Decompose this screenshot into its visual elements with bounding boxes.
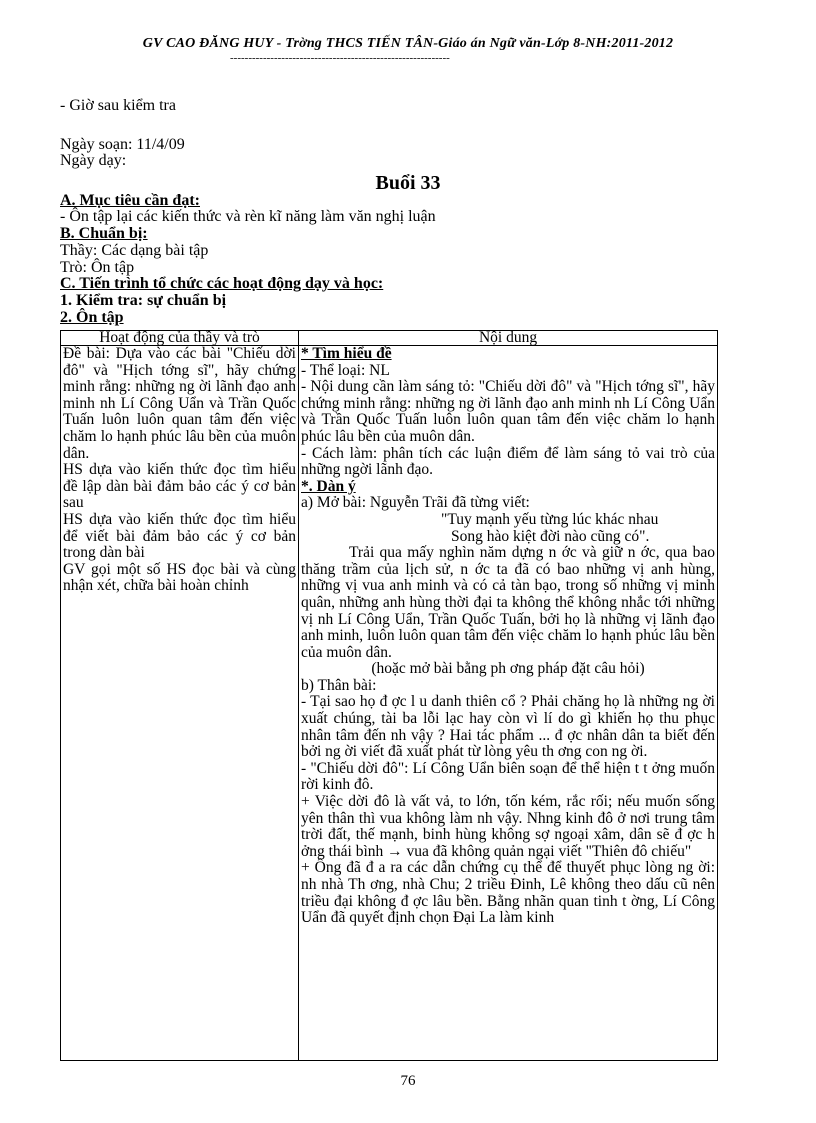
section-b-teacher: Thầy: Các dạng bài tập <box>60 242 209 259</box>
header-rule: ------------------------------------------------------------ <box>230 52 450 64</box>
section-a-text: - Ôn tập lại các kiến thức và rèn kĩ năng làm văn nghị luận <box>60 208 436 225</box>
intro-paragraph: Trải qua mấy nghìn năm dựng n ớc và giữ n ớc, qua bao thăng trầm của lịch sử, n ớc ta đã có bao những vị anh hùng, những vị vua anh minh và có cả tàn bạo, trong số những vị minh quân, những anh hùng thời đại ta không thể không nhắc tới những vị nh Lí Công Uẩn, Trần Quốc Tuấn, bởi họ là những vị lãnh đạo anh minh, luôn luôn quan tâm đến việc chăm lo hạnh phúc lâu bền của muôn dân. <box>301 544 715 661</box>
section-a-heading: A. Mục tiêu cần đạt: <box>60 192 200 209</box>
page-number: 76 <box>400 1073 416 1089</box>
assignment-text: Đề bài: Dựa vào các bài "Chiếu dời đô" và "Hịch tớng sĩ", hãy chứng minh rằng: những ng ời lãnh đạo anh minh nh Lí Công Uẩn và Trần Quốc Tuấn luôn luôn quan tâm đến việc chăm lo hạnh phúc lâu bền của muôn dân. <box>63 345 296 462</box>
table-row <box>61 346 718 1061</box>
intro-line: a) Mở bài: Nguyễn Trãi đã từng viết: <box>301 494 530 512</box>
activity-writing: HS dựa vào kiến thức đọc tìm hiểu để viết bài đảm bảo các ý cơ bản trong dàn bài <box>63 510 296 562</box>
quote-line-2: Song hào kiệt đời nào cũng có". <box>451 527 650 545</box>
genre-line: - Thể loại: NL <box>301 361 390 379</box>
body-question: - Tại sao họ đ ợc l u danh thiên cổ ? Phải chăng họ là những ng ời xuất chúng, tài ba lỗi lạc hay còn vì lí do gì khiến họ thu phục nhân tâm đến nh vậy ? Hai tác phẩm ... đ ợc nhân dân ta biết đến bởi ng ời viết đã xuất phát từ lòng yêu th ơng con ng ời. <box>301 693 715 761</box>
method-line: - Cách làm: phân tích các luận điểm để làm sáng tỏ vai trò của những ngời lãnh đạo. <box>301 444 715 479</box>
section-c-heading: C. Tiến trình tổ chức các hoạt động dạy và học: <box>60 275 384 292</box>
activity-review: GV gọi một số HS đọc bài và cùng nhận xét, chữa bài hoàn chỉnh <box>63 560 296 595</box>
activities-cell <box>61 346 299 1061</box>
activity-outline: HS dựa vào kiến thức đọc tìm hiểu đề lập dàn bài đảm bảo các ý cơ bản sau <box>63 461 296 512</box>
date-taught: Ngày dạy: <box>60 152 127 169</box>
edict-reason: + Việc dời đô là vất vả, to lớn, tốn kém, rắc rối; nếu muốn sống yên thân thì vua không làm nh vậy. Nhng kinh đô ở nơi trung tâm trời đất, thế mạnh, binh hùng không sợ ngoại xâm, dân sẽ đ ợc h ởng thái bình → vua đã không quản ngại viết "Thiên đô chiếu" <box>301 793 715 860</box>
col-header-content: Nội dung <box>299 331 718 346</box>
body-heading: b) Thân bài: <box>301 676 377 694</box>
col-header-activities: Hoạt động của thầy và trò <box>61 331 299 346</box>
edict-evidence: + Ông đã đ a ra các dẫn chứng cụ thể để thuyết phục lòng ng ời: nh nhà Th ơng, nhà Chu; 2 triều Đinh, Lê không theo dấu cũ nên triều đại không đ ợc lâu bền. Bằng nhãn quan tinh t ờng, Lí Công Uẩn đã quyết định chọn Đại La làm kinh <box>301 859 715 927</box>
heading-outline: *. Dàn ý <box>301 477 356 495</box>
section-b-student: Trò: Ôn tập <box>60 259 135 276</box>
prev-note: - Giờ sau kiểm tra <box>60 97 176 114</box>
lesson-table <box>60 330 718 1061</box>
content-line: - Nội dung cần làm sáng tỏ: "Chiếu dời đô" và "Hịch tớng sĩ", hãy chứng minh rằng: những ng ời lãnh đạo anh minh nh Lí Công Uẩn và Trần Quốc Tuấn luôn luôn quan tâm đến việc chăm lo hạnh phúc lâu bền của muôn dân. <box>301 378 715 445</box>
intro-alt-note: (hoặc mở bài bằng ph ơng pháp đặt câu hỏi) <box>371 660 645 678</box>
heading-analyze: * Tìm hiểu đề <box>301 345 392 362</box>
date-written: Ngày soạn: 11/4/09 <box>60 136 185 153</box>
quote-line-1: "Tuy mạnh yếu từng lúc khác nhau <box>441 510 659 528</box>
section-b-heading: B. Chuẩn bị: <box>60 225 148 242</box>
content-cell <box>299 346 718 1061</box>
table-header-row <box>61 331 718 346</box>
page-header: GV CAO ĐĂNG HUY - Trờng THCS TIẾN TÂN-Giáo án Ngữ văn-Lớp 8-NH:2011-2012 <box>142 36 674 51</box>
section-c2: 2. Ôn tập <box>60 309 124 326</box>
section-c1: 1. Kiểm tra: sự chuẩn bị <box>60 292 227 309</box>
edict-line: - "Chiếu dời đô": Lí Công Uẩn biên soạn để thể hiện t t ởng muốn rời kinh đô. <box>301 759 715 794</box>
session-title: Buổi 33 <box>375 172 441 194</box>
